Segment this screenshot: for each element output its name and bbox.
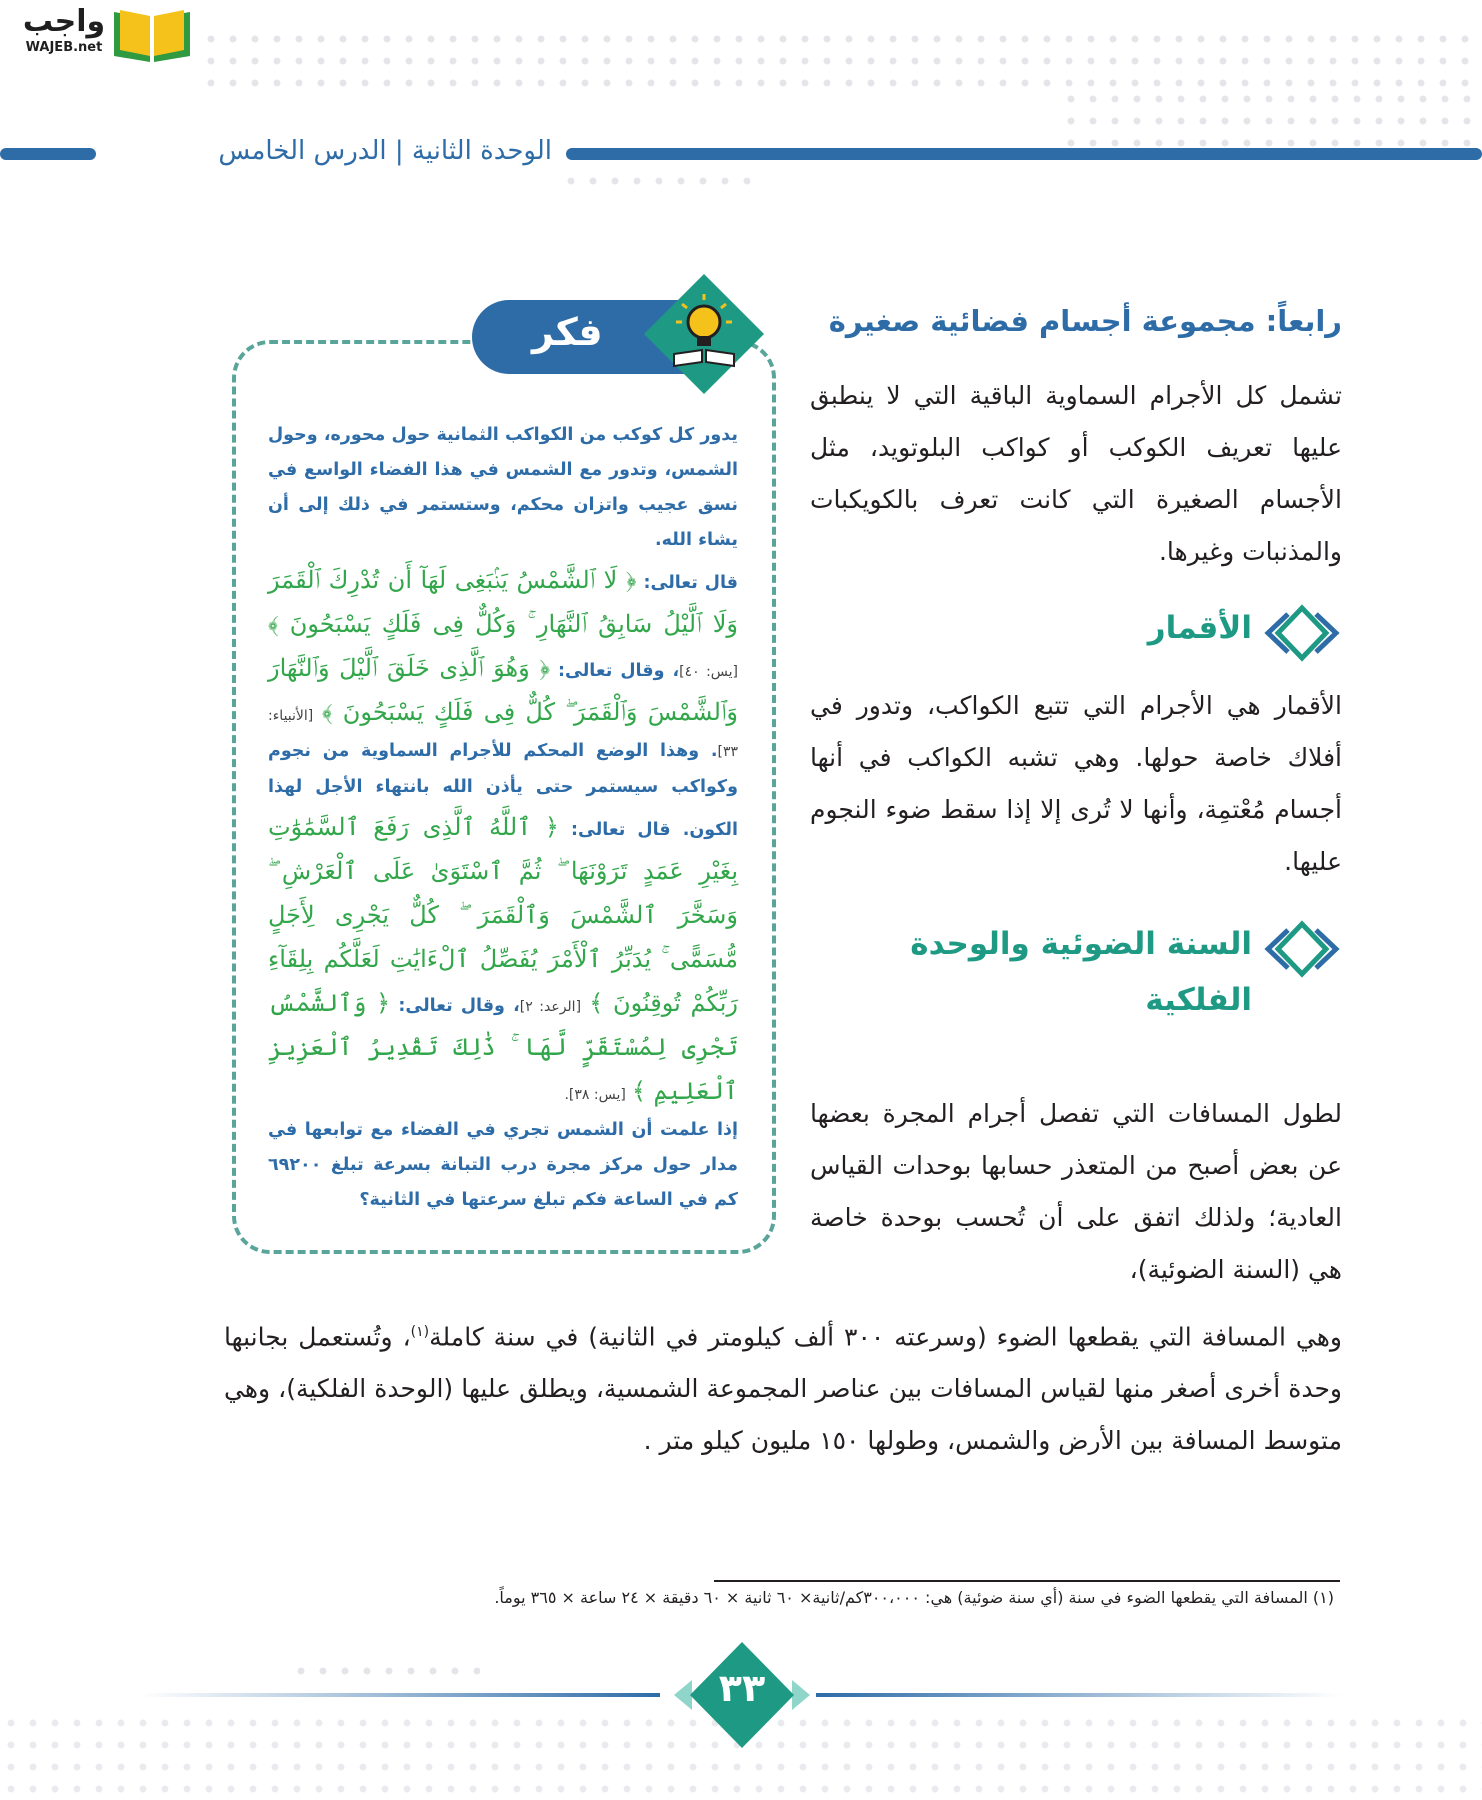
dot-pattern-bottom-left (290, 1660, 480, 1682)
lightbulb-book-icon (640, 270, 768, 398)
think-box-content (268, 418, 738, 1218)
moons-heading: الأقمار (1147, 610, 1252, 646)
section-fourth-heading: رابعاً: مجموعة أجسام فضائية صغيرة (828, 304, 1342, 338)
verse-4: ﴿ وَٱلشَّمْسُ تَجْرِى لِمُسْتَقَرٍّ لَّهَا ۚ ذَٰلِكَ تَقْدِيرُ ٱلْعَزِيزِ ٱلْعَلِيمِ ﴾ (268, 989, 738, 1105)
page-number: ٣٣ (718, 1666, 766, 1710)
wajeb-logo (14, 4, 194, 66)
verse-2: ﴿ وَهُوَ ٱلَّذِى خَلَقَ ٱلَّيْلَ وَٱلنَّهَارَ وَٱلشَّمْسَ وَٱلْقَمَرَ ۖ كُلٌّ فِى فَلَكٍ يَسْبَحُونَ ﴾ (268, 654, 738, 726)
footnote: (١) المسافة التي يقطعها الضوء في سنة (أي سنة ضوئية) هي: ٣٠٠،٠٠٠كم/ثانية× ٦٠ ثانية × ٦٠ دقيقة × ٢٤ ساعة × ٣٦٥ يوماً. (494, 1588, 1334, 1607)
verse-3: ﴿ ٱللَّهُ ٱلَّذِى رَفَعَ ٱلسَّمَٰوَٰتِ بِغَيْرِ عَمَدٍ تَرَوْنَهَا ۖ ثُمَّ ٱسْتَوَىٰ عَلَى ٱلْعَرْشِ ۖ وَسَخَّرَ ٱلشَّمْسَ وَٱلْقَمَرَ ۖ كُلٌّ يَجْرِى لِأَجَلٍ مُّسَمًّى ۚ يُدَبِّرُ ٱلْأَمْرَ يُفَصِّلُ ٱلْءَايَٰتِ لَعَلَّكُم بِلِقَآءِ رَبِّكُمْ تُوقِنُونَ ﴾ (268, 813, 738, 1017)
moons-heading-block (982, 604, 1342, 662)
light-year-text-2: ، وتُستعمل بجانبها وحدة أخرى أصغر منها لقياس المسافات بين عناصر المجموعة الشمسية، ويطلق عليها (الوحدة الفلكية)، وهي متوسط المسافة بين الأرض والشمس، وطولها ١٥٠ مليون كيلو متر . (224, 1322, 1342, 1456)
said-1: قال تعالى: (643, 573, 738, 593)
think-paragraph-1: يدور كل كوكب من الكواكب الثمانية حول محوره، وحول الشمس، وتدور مع الشمس في هذا الفضاء الواسع في نسق عجيب واتزان محكم، وستستمر في ذلك إلى أن يشاء الله. (268, 425, 738, 550)
verse-ref-1: [يس: ٤٠] (679, 664, 738, 680)
unit-lesson-title: الوحدة الثانية | الدرس الخامس (218, 136, 552, 166)
dot-pattern-top-right (1060, 88, 1482, 154)
dot-pattern-header (560, 170, 760, 192)
dot-pattern-top (200, 28, 1482, 88)
said-3: قال تعالى: (571, 820, 671, 840)
footnote-divider (714, 1580, 1340, 1582)
light-year-heading-line1: السنة الضوئية والوحدة (910, 926, 1252, 962)
diamond-icon (1258, 920, 1342, 978)
think-verses-block (268, 558, 738, 1113)
verse-ref-3: [الرعد: ٢] (519, 999, 582, 1015)
footer-line-right (816, 1693, 1342, 1697)
logo-latin: WAJEB.net (25, 40, 103, 55)
light-year-paragraph-wide (224, 1306, 1342, 1467)
light-year-heading-block (862, 920, 1342, 1040)
said-4: ، وقال تعالى: (398, 996, 520, 1016)
think-question: إذا علمت أن الشمس تجري في الفضاء مع توابعها في مدار حول مركز مجرة درب التبانة بسرعة تبلغ ٦٩٢٠٠ كم في الساعة فكم تبلغ سرعتها في الثانية؟ (268, 1120, 738, 1210)
book-icon (110, 6, 194, 64)
footer-line-left (140, 1693, 660, 1697)
header-bar-right (566, 148, 1482, 160)
verse-ref-4: [يس: ٣٨]. (564, 1087, 626, 1103)
think-paragraph-2: . وهذا الوضع المحكم للأجرام السماوية من نجوم وكواكب سيستمر حتى يأذن الله بانتهاء الأجل لهذا الكون. (268, 741, 739, 840)
verse-1: ﴿ لَا ٱلشَّمْسُ يَنۢبَغِى لَهَآ أَن تُدْرِكَ ٱلْقَمَرَ وَلَا ٱلَّيْلُ سَابِقُ ٱلنَّهَارِ ۚ وَكُلٌّ فِى فَلَكٍ يَسْبَحُونَ ﴾ (268, 566, 738, 638)
section-fourth-paragraph: تشمل كل الأجرام السماوية الباقية التي لا ينطبق عليها تعريف الكوكب أو كواكب البلوتويد، مثل الأجسام الصغيرة التي كانت تعرف بالكويكبات والمذنبات وغيرها. (810, 381, 1342, 566)
moons-paragraph: الأقمار هي الأجرام التي تتبع الكواكب، وتدور في أفلاك خاصة حولها. وهي تشبه الكواكب في أنها أجسام مُعْتمِة، وأنها لا تُرى إلا إذا سقط ضوء النجوم عليها. (810, 691, 1342, 876)
light-year-paragraph-narrow: لطول المسافات التي تفصل أجرام المجرة بعضها عن بعض أصبح من المتعذر حسابها بوحدات القياس العادية؛ ولذلك اتفق على أن تُحسب بوحدة خاصة هي (السنة الضوئية)، (810, 1099, 1342, 1284)
light-year-text-1: وهي المسافة التي يقطعها الضوء (وسرعته ٣٠٠ ألف كيلومتر في الثانية) في سنة كاملة (429, 1322, 1342, 1352)
said-2: ، وقال تعالى: (558, 661, 680, 681)
header-bar-left (0, 148, 96, 160)
verse-ref-2: [الأنبياء: ٣٣] (268, 708, 738, 760)
footnote-marker: (١) (410, 1324, 430, 1340)
logo-arabic: واجب (22, 4, 106, 39)
diamond-icon (1258, 604, 1342, 662)
think-label: فكر (532, 310, 603, 354)
light-year-heading-line2: الفلكية (1145, 982, 1252, 1018)
